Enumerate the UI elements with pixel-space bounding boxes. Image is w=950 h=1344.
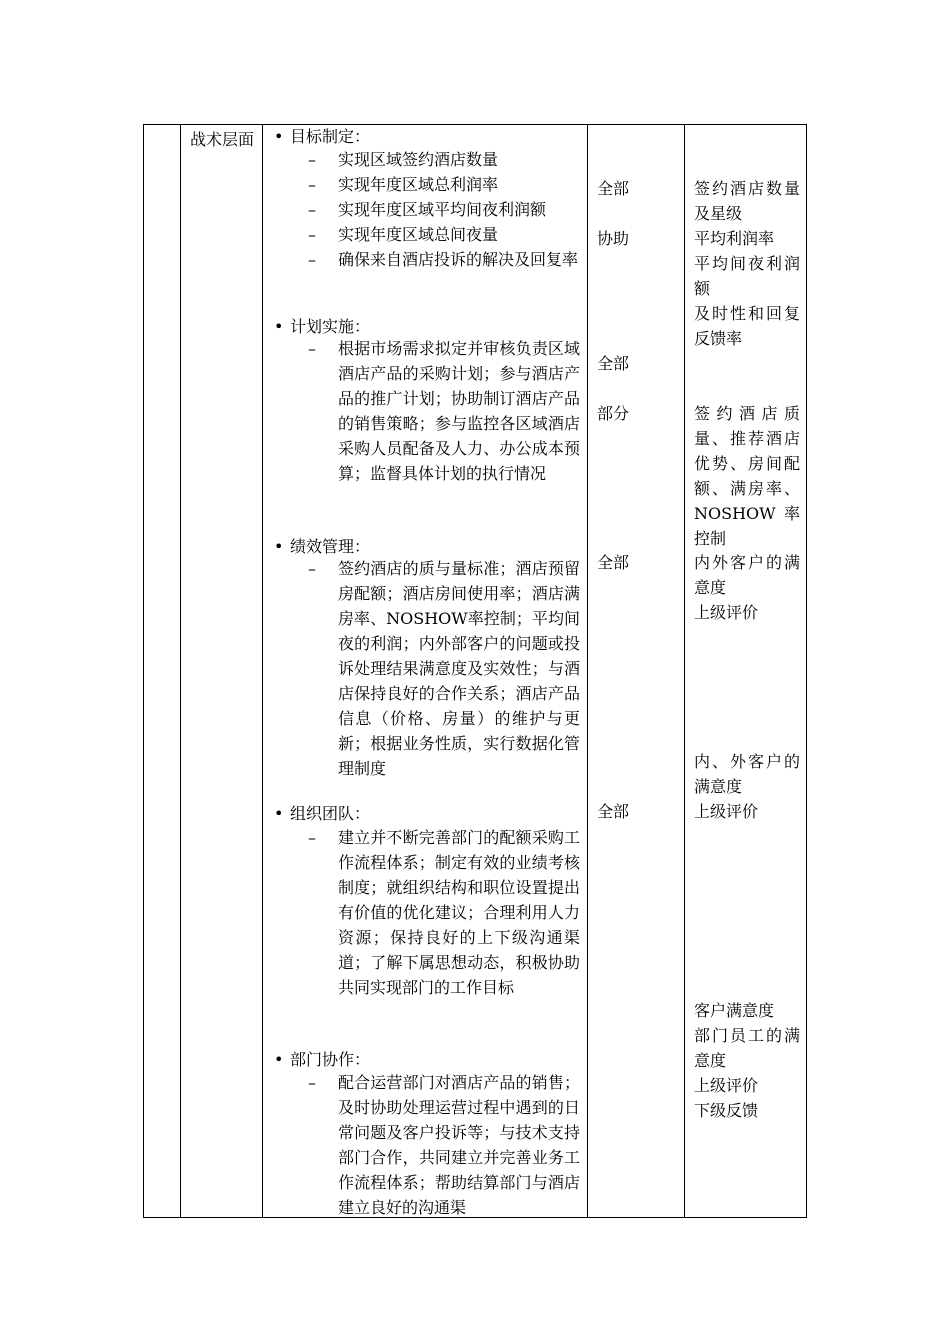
metric-item: 签约酒店质量、推荐酒店优势、房间配额、满房率、NOSHOW率控制 bbox=[694, 404, 800, 548]
metric-item: 及时性和回复反馈率 bbox=[694, 304, 800, 348]
column-divider bbox=[587, 124, 588, 1218]
section-title-goal: 目标制定： bbox=[290, 127, 371, 146]
list-item: 确保来自酒店投诉的解决及回复率 bbox=[338, 250, 579, 269]
column-divider bbox=[684, 124, 685, 1218]
section-title-team: 组织团队： bbox=[290, 804, 371, 823]
section-title-perf: 绩效管理： bbox=[290, 537, 371, 556]
bullet-icon: • bbox=[274, 1050, 284, 1069]
authority-cell: 全部 bbox=[597, 802, 630, 821]
list-item: 配合运营部门对酒店产品的销售；及时协助处理运营过程中遇到的日常问题及客户投诉等；与技术支持部门合作，共同建立并完善业务工作流程体系；帮助结算部门与酒店建立良好的沟通渠 bbox=[338, 1073, 580, 1217]
dash-icon: – bbox=[308, 225, 316, 244]
metric-item: 签约酒店数量及星级 bbox=[694, 179, 800, 223]
column-divider bbox=[180, 124, 181, 1218]
dash-icon: – bbox=[308, 828, 316, 847]
list-item: 根据市场需求拟定并审核负责区域酒店产品的采购计划；参与酒店产品的推广计划；协助制订酒店产品的销售策略；参与监控各区域酒店采购人员配备及人力、办公成本预算；监督具体计划的执行情况 bbox=[338, 339, 580, 483]
list-item: 实现年度区域平均间夜利润额 bbox=[338, 200, 547, 219]
dash-icon: – bbox=[308, 559, 316, 578]
bullet-icon: • bbox=[274, 537, 284, 556]
dash-icon: – bbox=[308, 339, 316, 358]
bullet-icon: • bbox=[274, 317, 284, 336]
authority-cell: 部分 bbox=[597, 404, 630, 423]
level-label: 战术层面 bbox=[190, 130, 255, 149]
list-item: 签约酒店的质与量标准；酒店预留房配额；酒店房间使用率；酒店满房率、NOSHOW率控制；平均间夜的利润；内外部客户的问题或投诉处理结果满意度及实效性；与酒店保持良好的合作关系；酒店产品信息（价格、房量）的维护与更新；根据业务性质，实行数据化管理制度 bbox=[338, 559, 580, 778]
section-title-plan: 计划实施： bbox=[290, 317, 371, 336]
dash-icon: – bbox=[308, 150, 316, 169]
metric-item: 部门员工的满意度 bbox=[694, 1026, 800, 1070]
metric-item: 上级评价 bbox=[694, 603, 759, 622]
metric-item: 上级评价 bbox=[694, 1076, 759, 1095]
authority-cell: 协助 bbox=[597, 229, 630, 248]
column-divider bbox=[262, 124, 263, 1218]
section-title-coop: 部门协作： bbox=[290, 1050, 371, 1069]
list-item: 实现年度区域总利润率 bbox=[338, 175, 499, 194]
metric-item: 下级反馈 bbox=[694, 1101, 759, 1120]
dash-icon: – bbox=[308, 200, 316, 219]
metric-item: 平均间夜利润额 bbox=[694, 254, 800, 298]
metric-item: 上级评价 bbox=[694, 802, 759, 821]
metric-item: 客户满意度 bbox=[694, 1001, 775, 1020]
metric-item: 内、外客户的满意度 bbox=[694, 752, 800, 796]
bullet-icon: • bbox=[274, 804, 284, 823]
dash-icon: – bbox=[308, 1073, 316, 1092]
bullet-icon: • bbox=[274, 127, 284, 146]
list-item: 建立并不断完善部门的配额采购工作流程体系；制定有效的业绩考核制度；就组织结构和职位设置提出有价值的优化建议；合理利用人力资源；保持良好的上下级沟通渠道；了解下属思想动态，积极协助共同实现部门的工作目标 bbox=[338, 828, 580, 997]
dash-icon: – bbox=[308, 175, 316, 194]
authority-cell: 全部 bbox=[597, 553, 630, 572]
metric-item: 平均利润率 bbox=[694, 229, 775, 248]
list-item: 实现区域签约酒店数量 bbox=[338, 150, 499, 169]
authority-cell: 全部 bbox=[597, 354, 630, 373]
authority-cell: 全部 bbox=[597, 179, 630, 198]
metric-item: 内外客户的满意度 bbox=[694, 553, 800, 597]
list-item: 实现年度区域总间夜量 bbox=[338, 225, 499, 244]
dash-icon: – bbox=[308, 250, 316, 269]
